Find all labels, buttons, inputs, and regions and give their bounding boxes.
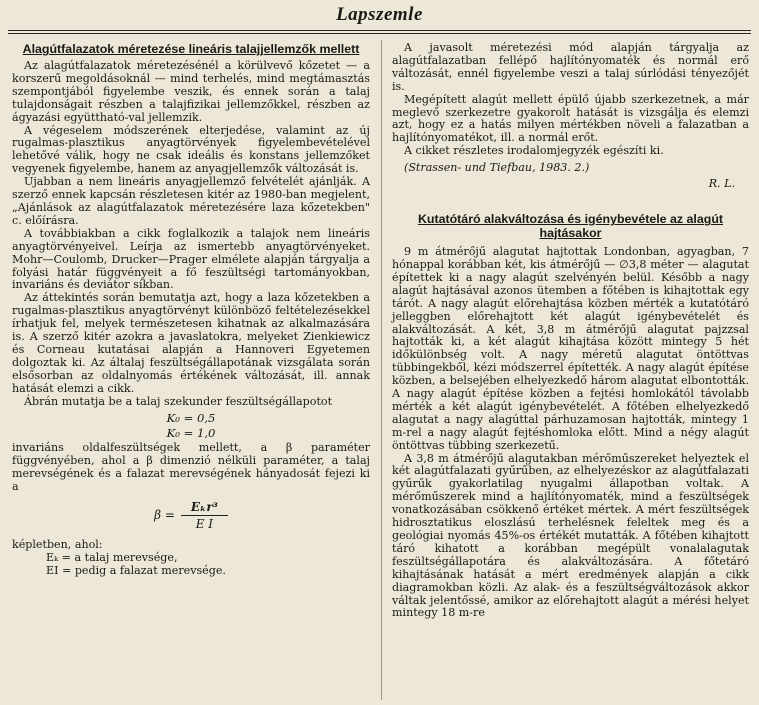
paragraph: A 3,8 m átmérőjű alagutakban mérőműszereket helyeztek el két alagútfalazati gyűrűben, az elhelyezéskor az alagútfalazati gyűrűk gyakorlatilag nyugalmi állapotban voltak. A mérőműszerek mind a hajlítónyomaték, mind a feszültségek vonatkozásában csökkenő értéket mértek. A mért feszültségek hidrosztatikus eloszlású terhelésnek feleltek meg és a geológiai nyomás 45%-os értékét mutatták. A főtében kihajtott táró kihatott a korábban megépült vonalalagutak feszültségállapotára és alakváltozására. A főtetáró kihajtásának hatását a mért eredmények alapján a cikk diagramokban közli. Az alak- és a feszültségváltozások akkor váltak jelentőssé, amikor az előrehajtott alagút a mérési helyet mintegy 18 m-re	[392, 451, 749, 620]
paragraph: A végeselem módszerének elterjedése, valamint az új rugalmas-plasztikus anyagtörvények figyelembevételével lehetővé válik, hogy ne csak ideális és konstans jellemzőket vegyenek figyelembe, hanem az anyagjellemzők változását is.	[12, 123, 370, 176]
paragraph: A javasolt méretezési mód alapján tárgyalja az alagútfalazatban fellépő hajlítónyomaték és normál erő változását, ennél figyelembe veszi a talaj súrlódási tényezőjét is.	[392, 41, 749, 93]
article-title-2: Kutatótáró alakváltozása és igénybevétele az alagút hajtásakor	[417, 212, 724, 241]
formula-k0-a: K₀ = 0,5	[166, 411, 216, 426]
left-column	[12, 42, 370, 578]
legend-line: EI = pedig a falazat merevsége.	[46, 563, 226, 577]
section-title: Lapszemle	[336, 4, 423, 25]
beta-fraction	[181, 500, 228, 531]
page-header	[0, 4, 759, 26]
legend-line: Eₖ = a talaj merevsége,	[46, 550, 178, 564]
right-column	[392, 42, 749, 620]
paragraph: 9 m átmérőjű alagutat hajtottak Londonban, agyagban, 7 hónappal korábban két, kis átmérőjű — ∅3,8 méter — alagutat építettek ki a nagy alagút szelvényén belül. Később a nagy alagút hajtásával azonos ütemben a főtében is kihajtottak egy tárót. A nagy alagút előrehajtása közben mérték a kutatótáró jelleggben előrehajtott két alagút igénybevételét és alakváltozását. A két, 3,8 m átmérőjű alagutat pajzzsal hajtották ki, a két alagút kihajtása között mintegy 5 hét időkülönbség volt. A nagy méretű alagutat öntöttvas tübbingekből, kézi módszerrel építették. A nagy alagút építése közben, a belsejében elhelyezkedő három alagutat elbontották. A nagy alagút építése közben a fejtési homlokától távolabb mérték a két alagút igénybevételét. A főtében elhelyezkedő alagutat a nagy alagúttal párhuzamosan hajtották, mintegy 1 m-rel a nagy alagút fejtéshomloka előtt. Mind a négy alagút öntöttvas tübbing szerkezetű.	[392, 245, 749, 452]
formula-k0-b: K₀ = 1,0	[166, 426, 216, 441]
paragraph: Ábrán mutatja be a talaj szekunder feszültségállapotot	[24, 394, 333, 408]
author-signature: R. L.	[708, 177, 735, 191]
paragraph: invariáns oldalfeszültségek mellett, a β paraméter függvényében, ahol a β dimenzió nélküli paraméter, a talaj merevségének és a falazat merevségének hányadosát fejezi ki a	[12, 441, 370, 493]
paragraph: A továbbiakban a cikk foglalkozik a talajok nem lineáris anyagtörvényeivel. Leírja az ismertebb anyagtörvényeket. Mohr—Coulomb, Drucker—Prager elmélete alapján tárgyalja a folyási határ függvényeit a fő feszültségi tartományokban, invariáns és deviátor síkban.	[12, 226, 370, 292]
beta-formula	[12, 500, 370, 531]
paragraph: Megépített alagút mellett épülő újabb szerkezetnek, a már meglevő szerkezetre gyakorolt hatását is vizsgálja és elemzi azt, hogy ez a hatás milyen mértékben növeli a falazatban a hajlítónyomatékot, ill. a normál erőt.	[392, 92, 749, 145]
beta-numerator: Eₖr³	[181, 500, 228, 516]
paragraph: Újabban a nem lineáris anyagjellemző felvételét ajánlják. A szerző ennek kapcsán részletesen kitér az 1980-ban megjelent, „Ajánlások az alagútfalazatok méretezésére laza kőzetekben" c. előírásra.	[12, 175, 370, 227]
paragraph: Az áttekintés során bemutatja azt, hogy a laza kőzetekben a rugalmas-plasztikus anyagtörvényt különböző feltételezésekkel írhatjuk fel, melyek természetesen kihatnak az alkalmazására is. A szerző kitér azokra a javaslatokra, melyeket Zienkiewicz és Corneau kutatásai alapján a Hannoveri Egyetemen dolgoztak ki. Az általaj feszültségállapotának vizsgálata során elsősorban az oldalnyomás értékének változását, ill. annak hatását elemzi a cikk.	[12, 291, 370, 395]
header-rule-double	[8, 33, 751, 34]
paragraph: Az alagútfalazatok méretezésénél a körülvevő kőzetet — a korszerű megoldásoknál — mind terhelés, mind megtámasztás szempontjából figyelembe veszik, és ennek során a talaj tulajdonságait részben a talajfizikai jellemzőkkel, részben az ágyazási együttható-val jellemzik.	[12, 59, 370, 124]
legend-intro: képletben, ahol:	[12, 537, 103, 551]
paragraph: A cikket részletes irodalomjegyzék egészíti ki.	[404, 144, 664, 158]
article-title-1: Alagútfalazatok méretezése lineáris talajjellemzők mellett	[22, 42, 360, 56]
header-rule	[8, 30, 751, 31]
column-divider	[381, 40, 382, 700]
beta-lhs: β =	[154, 508, 175, 523]
beta-denominator: E I	[195, 516, 214, 531]
source-citation: (Strassen- und Tiefbau, 1983. 2.)	[404, 161, 590, 175]
